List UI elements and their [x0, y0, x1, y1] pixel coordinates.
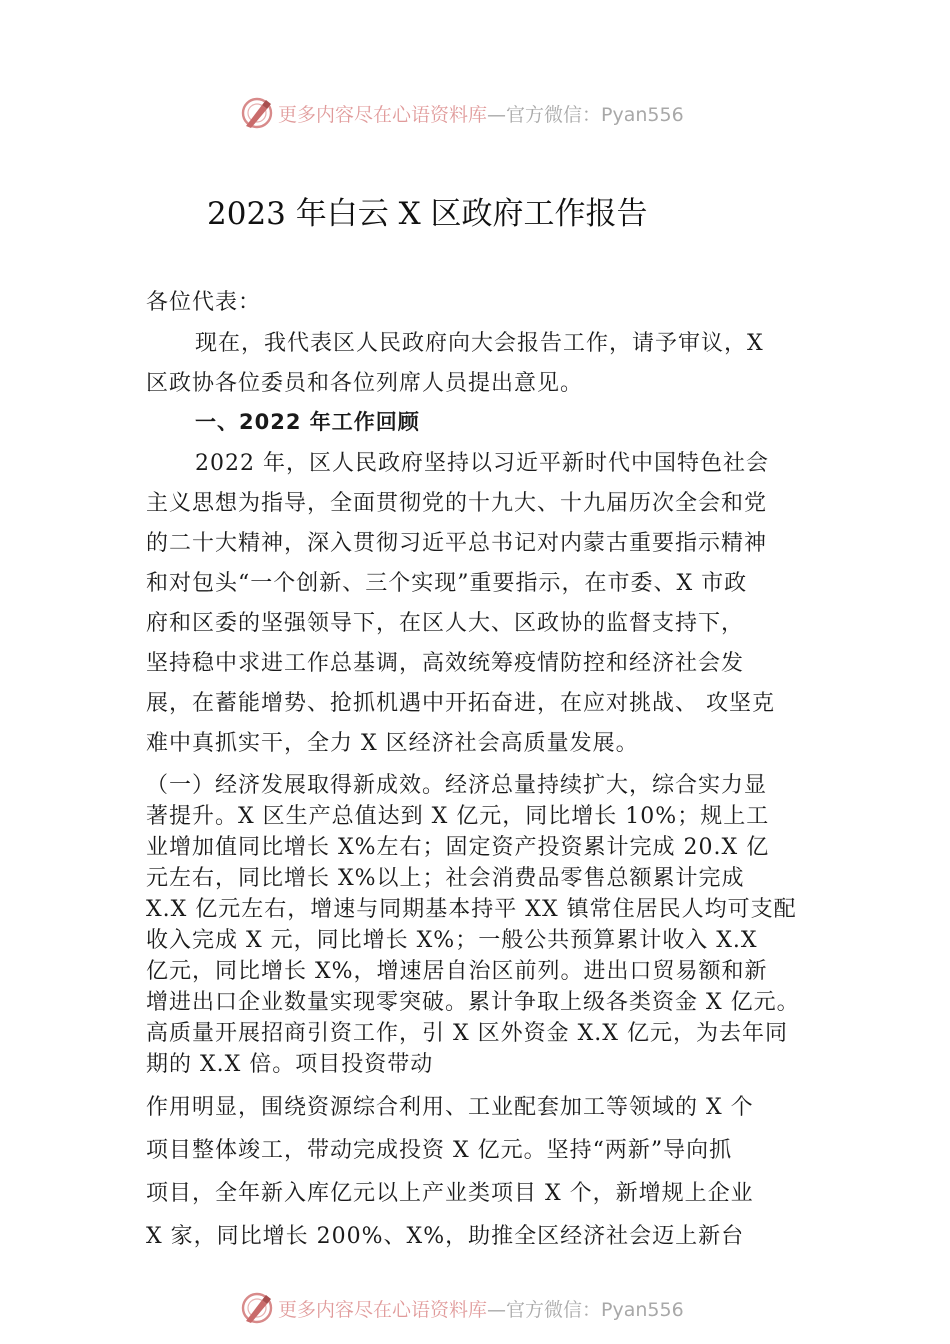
watermark-header: [240, 96, 800, 130]
section-heading: 一、2022 年工作回顾: [195, 410, 420, 434]
salutation: 各位代表：: [146, 290, 262, 315]
paragraph-line: X 家，同比增长 200%、X%，助推全区经济社会迈上新台: [146, 1224, 745, 1249]
paragraph-line: 项目，全年新入库亿元以上产业类项目 X 个，新增规上企业: [146, 1181, 754, 1206]
paragraph-line: 主义思想为指导，全面贯彻党的十九大、十九届历次全会和党: [146, 491, 768, 516]
paragraph-line: 收入完成 X 元，同比增长 X%；一般公共预算累计收入 X.X: [146, 928, 758, 953]
paragraph-line: 作用明显，围绕资源综合利用、工业配套加工等领域的 X 个: [146, 1095, 754, 1120]
paragraph-line: 亿元，同比增长 X%，增速居自治区前列。进出口贸易额和新: [146, 959, 768, 984]
paragraph-line: 高质量开展招商引资工作，引 X 区外资金 X.X 亿元，为去年同: [146, 1021, 788, 1046]
paragraph-line: 2022 年，区人民政府坚持以习近平新时代中国特色社会: [195, 451, 769, 476]
watermark-text-red: 更多内容尽在心语资料库: [278, 1298, 488, 1321]
watermark-text-red: 更多内容尽在心语资料库: [278, 103, 488, 126]
paragraph-line: 现在，我代表区人民政府向大会报告工作，请予审议，X: [195, 331, 764, 356]
paragraph-line: 项目整体竣工，带动完成投资 X 亿元。坚持“两新”导向抓: [146, 1138, 733, 1163]
paragraph-line: 坚持稳中求进工作总基调，高效统筹疫情防控和经济社会发: [146, 651, 745, 676]
paragraph-line: 著提升。X 区生产总值达到 X 亿元，同比增长 10%；规上工: [146, 804, 770, 829]
paragraph-line: 元左右，同比增长 X%以上；社会消费品零售总额累计完成: [146, 866, 745, 891]
document-title: 2023 年白云 X 区政府工作报告: [207, 196, 648, 232]
paragraph-line: 业增加值同比增长 X%左右；固定资产投资累计完成 20.X 亿: [146, 835, 770, 860]
watermark-text-grey: —官方微信：Pyan556: [487, 103, 684, 126]
paragraph-line: 府和区委的坚强领导下，在区人大、区政协的监督支持下，: [146, 611, 745, 636]
paragraph-line: 难中真抓实干，全力 X 区经济社会高质量发展。: [146, 731, 639, 756]
watermark-text-grey: —官方微信：Pyan556: [487, 1298, 684, 1321]
paragraph-line: X.X 亿元左右，增速与同期基本持平 XX 镇常住居民人均可支配: [146, 897, 797, 922]
watermark-footer: [240, 1291, 800, 1325]
paragraph-line: （一）经济发展取得新成效。经济总量持续扩大，综合实力显: [146, 773, 768, 798]
pen-logo-icon: [240, 96, 274, 130]
pen-logo-icon: [240, 1291, 274, 1325]
paragraph-line: 增进出口企业数量实现零突破。累计争取上级各类资金 X 亿元。: [146, 990, 800, 1015]
paragraph-line: 期的 X.X 倍。项目投资带动: [146, 1052, 434, 1077]
paragraph-line: 区政协各位委员和各位列席人员提出意见。: [146, 371, 584, 396]
paragraph-line: 的二十大精神，深入贯彻习近平总书记对内蒙古重要指示精神: [146, 531, 768, 556]
paragraph-line: 展，在蓄能增势、抢抓机遇中开拓奋进，在应对挑战、 攻坚克: [146, 691, 775, 716]
paragraph-line: 和对包头“一个创新、三个实现”重要指示，在市委、X 市政: [146, 571, 748, 596]
